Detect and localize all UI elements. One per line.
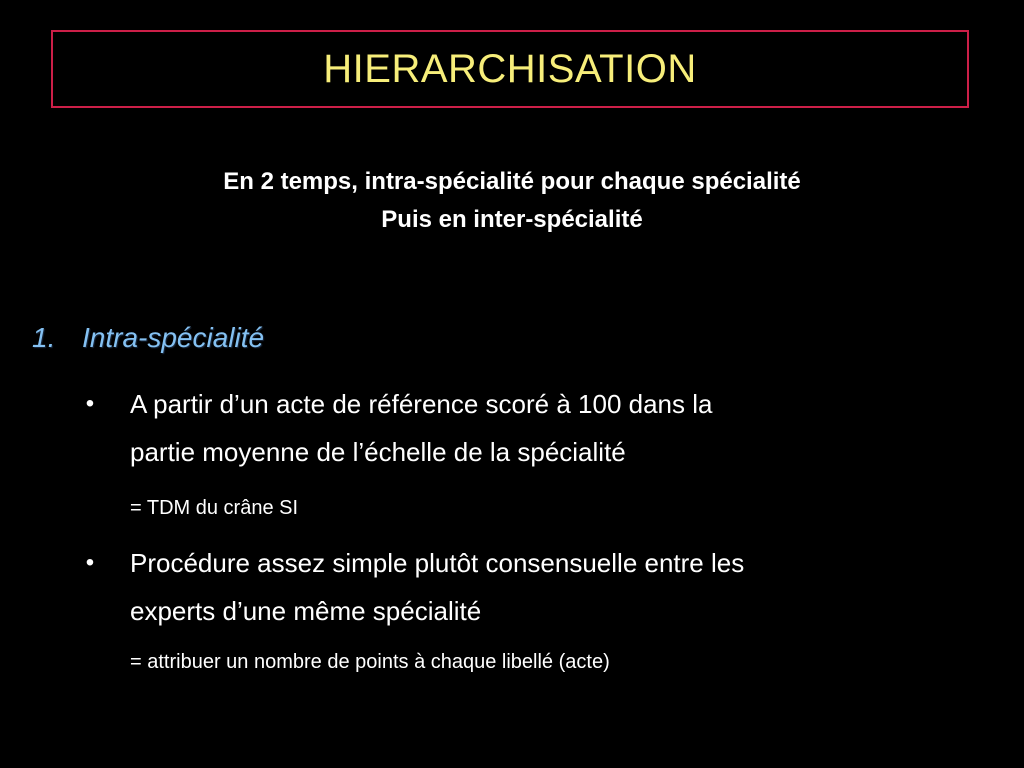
bullet-line: partie moyenne de l’échelle de la spécialité bbox=[130, 437, 626, 467]
section-label: Intra-spécialité bbox=[82, 322, 265, 353]
slide-title: HIERARCHISATION bbox=[323, 46, 697, 91]
title-box bbox=[51, 30, 969, 108]
bullet-line: experts d’une même spécialité bbox=[130, 596, 482, 626]
bullet-line: Procédure assez simple plutôt consensuelle entre les bbox=[130, 548, 745, 578]
bullet-marker: • bbox=[85, 390, 95, 417]
bullet-note: = TDM du crâne SI bbox=[130, 497, 299, 519]
subtitle bbox=[0, 163, 1024, 239]
subtitle-line: En 2 temps, intra-spécialité pour chaque spécialité bbox=[223, 168, 801, 195]
bullet-note: = attribuer un nombre de points à chaque libellé (acte) bbox=[130, 651, 610, 673]
section-number: 1. bbox=[32, 322, 56, 353]
section-heading bbox=[32, 322, 264, 354]
subtitle-line: Puis en inter-spécialité bbox=[381, 206, 643, 233]
bullet-marker: • bbox=[85, 549, 95, 576]
bullet-line: A partir d’un acte de référence scoré à 100 dans la bbox=[130, 389, 713, 419]
